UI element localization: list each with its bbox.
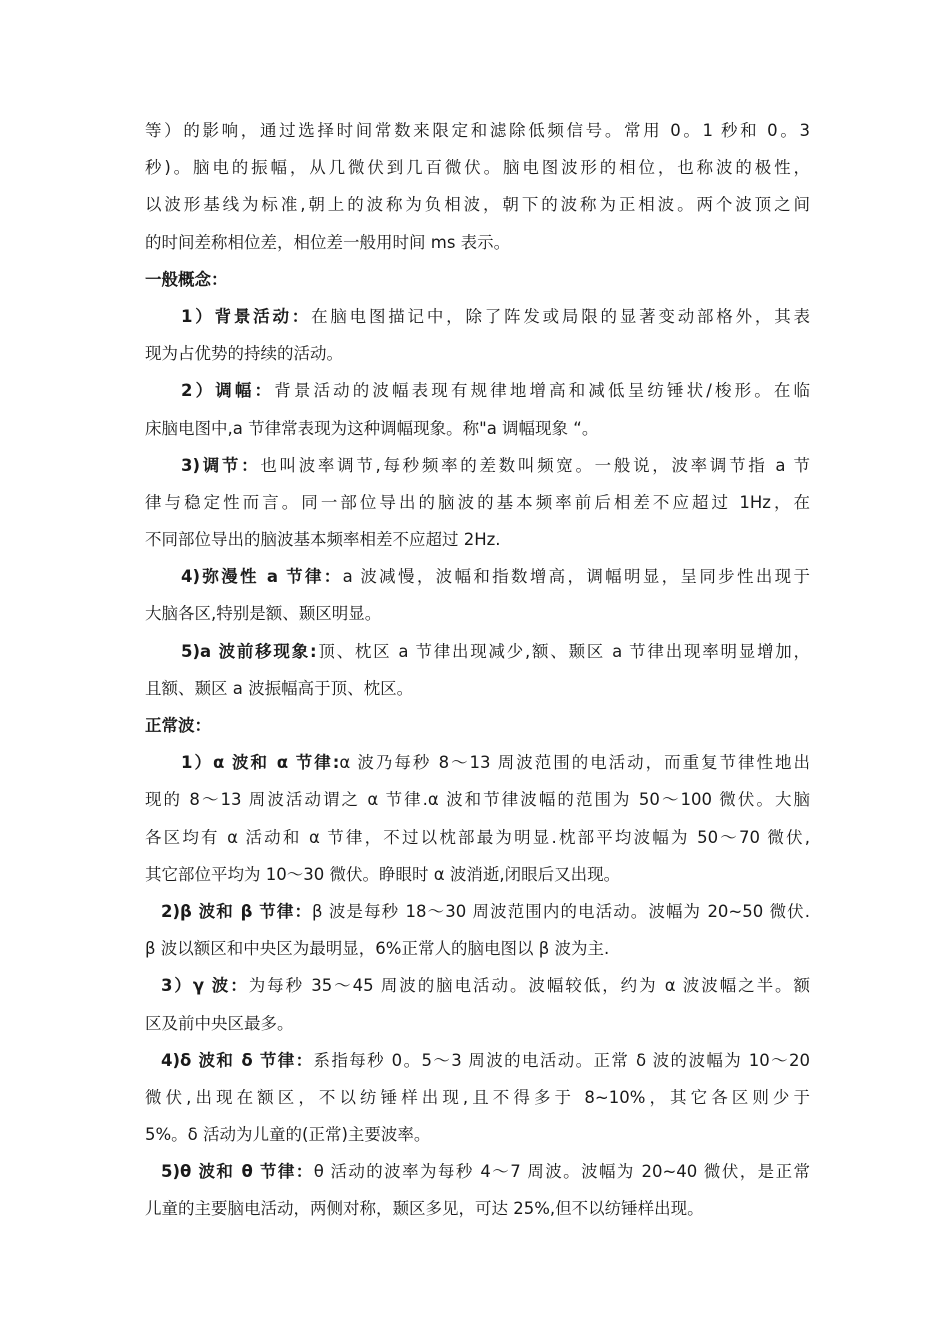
list-item: 3)调节：也叫波率调节,每秒频率的差数叫频宽。一般说，波率调节指 a 节 <box>181 455 810 475</box>
paragraph-line: 区及前中央区最多。 <box>145 1013 294 1033</box>
list-item: 4)δ 波和 δ 节律：系指每秒 0。5～3 周波的电活动。正常 δ 波的波幅为 10～20 <box>161 1050 810 1070</box>
paragraph-line: 秒)。脑电的振幅，从几微伏到几百微伏。脑电图波形的相位，也称波的极性， <box>145 158 810 178</box>
list-item: 4)弥漫性 a 节律：a 波减慢，波幅和指数增高，调幅明显，呈同步性出现于 <box>181 567 810 587</box>
item-label: 4)δ 波和 δ 节律： <box>161 1050 314 1070</box>
item-label: 4)弥漫性 a 节律： <box>181 567 343 587</box>
item-label: 5)θ 波和 θ 节律： <box>161 1162 314 1182</box>
item-label: 3）γ 波： <box>161 976 249 996</box>
paragraph-line: 律与稳定性而言。同一部位导出的脑波的基本频率前后相差不应超过 1Hz，在 <box>145 492 810 512</box>
item-label: 3)调节： <box>181 455 261 475</box>
item-label: 2)β 波和 β 节律： <box>161 901 313 921</box>
paragraph-line: 微伏,出现在额区，不以纺锤样出现,且不得多于 8~10%，其它各区则少于 <box>145 1087 810 1107</box>
list-item: 3）γ 波：为每秒 35～45 周波的脑电活动。波幅较低，约为 α 波波幅之半。额 <box>161 976 810 996</box>
paragraph-line: β 波以额区和中央区为最明显，6%正常人的脑电图以 β 波为主. <box>145 939 610 959</box>
paragraph-line: 且额、颞区 a 波振幅高于顶、枕区。 <box>145 678 414 698</box>
list-item: 2）调幅：背景活动的波幅表现有规律地增高和减低呈纺锤状/梭形。在临 <box>181 381 811 401</box>
paragraph-line: 儿童的主要脑电活动，两侧对称，颞区多见，可达 25%,但不以纺锤样出现。 <box>145 1199 704 1219</box>
item-label: 1）α 波和 α 节律: <box>181 753 340 773</box>
item-label: 1）背景活动： <box>181 306 312 326</box>
item-label: 2）调幅： <box>181 381 275 401</box>
paragraph-line: 以波形基线为标准,朝上的波称为负相波，朝下的波称为正相波。两个波顶之间 <box>145 195 810 215</box>
list-item: 1）α 波和 α 节律:α 波乃每秒 8～13 周波范围的电活动，而重复节律性地出 <box>181 753 810 773</box>
list-item: 2)β 波和 β 节律：β 波是每秒 18～30 周波范围内的电活动。波幅为 20~50 微伏. <box>161 901 810 921</box>
document-body <box>145 112 810 1228</box>
list-item: 1）背景活动：在脑电图描记中，除了阵发或局限的显著变动部格外，其表 <box>181 306 810 326</box>
paragraph-line: 等）的影响，通过选择时间常数来限定和滤除低频信号。常用 0。1 秒和 0。3 <box>145 121 810 140</box>
paragraph-line: 其它部位平均为 10～30 微伏。睁眼时 α 波消逝,闭眼后又出现。 <box>145 864 621 884</box>
paragraph-line: 床脑电图中,a 节律常表现为这种调幅现象。称"a 调幅现象 “。 <box>145 418 599 438</box>
list-item: 5)θ 波和 θ 节律：θ 活动的波率为每秒 4～7 周波。波幅为 20~40 微伏，是正常 <box>161 1162 810 1182</box>
paragraph-line: 的时间差称相位差，相位差一般用时间 ms 表示。 <box>145 232 511 252</box>
paragraph-line: 各区均有 α 活动和 α 节律，不过以枕部最为明显.枕部平均波幅为 50～70 微伏, <box>145 827 810 847</box>
list-item: 5)a 波前移现象:顶、枕区 a 节律出现减少,额、颞区 a 节律出现率明显增加， <box>181 641 811 661</box>
paragraph-line: 大脑各区,特别是额、颞区明显。 <box>145 604 382 624</box>
paragraph-line: 现为占优势的持续的活动。 <box>145 344 343 364</box>
paragraph-line: 现的 8～13 周波活动谓之 α 节律.α 波和节律波幅的范围为 50～100 微伏。大脑 <box>145 790 810 810</box>
item-label: 5)a 波前移现象: <box>181 641 317 661</box>
section-heading-general: 一般概念： <box>145 269 228 289</box>
paragraph-line: 不同部位导出的脑波基本频率相差不应超过 2Hz. <box>145 530 501 550</box>
section-heading-normal: 正常波： <box>145 716 211 735</box>
paragraph-line: 5%。δ 活动为儿童的(正常)主要波率。 <box>145 1125 431 1145</box>
